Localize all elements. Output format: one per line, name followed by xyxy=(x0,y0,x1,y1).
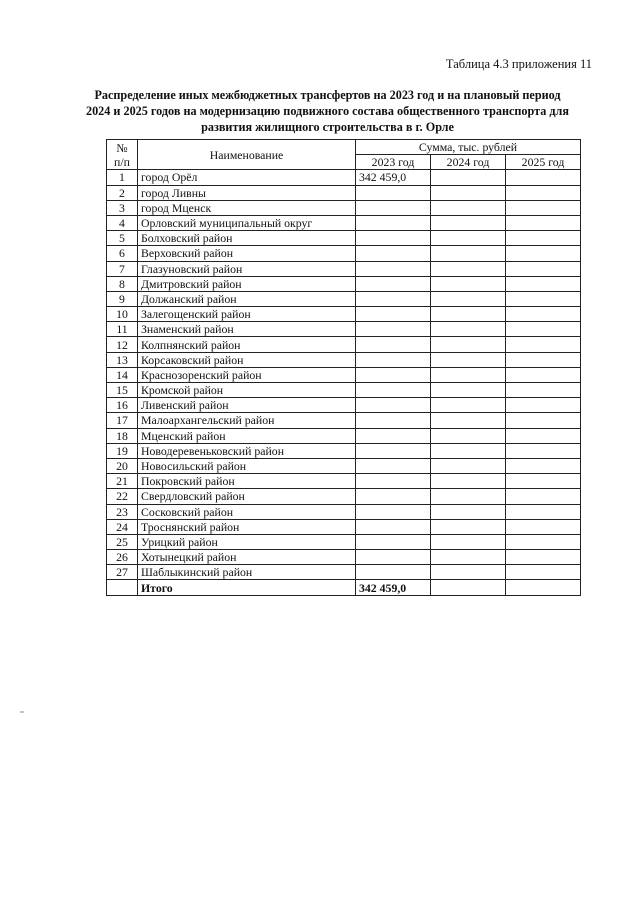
header-name: Наименование xyxy=(138,140,356,170)
row-value-2025 xyxy=(506,565,581,580)
row-name: Колпнянский район xyxy=(138,337,356,352)
row-number: 4 xyxy=(107,215,138,230)
row-number: 5 xyxy=(107,231,138,246)
scan-mark xyxy=(20,711,24,713)
row-value-2025 xyxy=(506,504,581,519)
row-value-2025 xyxy=(506,185,581,200)
row-number: 24 xyxy=(107,519,138,534)
row-value-2024 xyxy=(431,231,506,246)
row-value-2024 xyxy=(431,519,506,534)
header-sum: Сумма, тыс. рублей xyxy=(356,140,581,155)
row-number: 6 xyxy=(107,246,138,261)
row-value-2023 xyxy=(356,519,431,534)
row-value-2024 xyxy=(431,489,506,504)
row-value-2025 xyxy=(506,322,581,337)
row-value-2025 xyxy=(506,474,581,489)
row-value-2024 xyxy=(431,215,506,230)
row-value-2024 xyxy=(431,550,506,565)
row-name: Сосковский район xyxy=(138,504,356,519)
row-number: 19 xyxy=(107,443,138,458)
row-name: Шаблыкинский район xyxy=(138,565,356,580)
row-value-2025 xyxy=(506,443,581,458)
row-number: 12 xyxy=(107,337,138,352)
table-row xyxy=(107,276,581,291)
row-value-2023 xyxy=(356,489,431,504)
header-year-2023: 2023 год xyxy=(356,155,431,170)
row-name: Верховский район xyxy=(138,246,356,261)
row-number: 25 xyxy=(107,534,138,549)
total-num-cell xyxy=(107,580,138,595)
table-row xyxy=(107,519,581,534)
row-number: 2 xyxy=(107,185,138,200)
row-value-2025 xyxy=(506,352,581,367)
row-value-2023 xyxy=(356,291,431,306)
row-value-2025 xyxy=(506,200,581,215)
header-number-line2: п/п xyxy=(114,154,130,169)
row-name: Болховский район xyxy=(138,231,356,246)
row-number: 27 xyxy=(107,565,138,580)
table-body xyxy=(107,170,581,580)
table-row xyxy=(107,534,581,549)
row-name: Должанский район xyxy=(138,291,356,306)
row-number: 3 xyxy=(107,200,138,215)
table-row xyxy=(107,565,581,580)
row-value-2023 xyxy=(356,200,431,215)
table-row xyxy=(107,322,581,337)
row-number: 26 xyxy=(107,550,138,565)
row-value-2025 xyxy=(506,337,581,352)
row-value-2023 xyxy=(356,550,431,565)
row-value-2024 xyxy=(431,534,506,549)
row-value-2023 xyxy=(356,231,431,246)
row-number: 18 xyxy=(107,428,138,443)
row-number: 23 xyxy=(107,504,138,519)
row-number: 16 xyxy=(107,398,138,413)
table-row xyxy=(107,261,581,276)
row-value-2023 xyxy=(356,443,431,458)
row-value-2025 xyxy=(506,398,581,413)
row-value-2023 xyxy=(356,322,431,337)
total-row xyxy=(107,580,581,595)
title-line: 2024 и 2025 годов на модернизацию подвижного состава общественного транспорта для xyxy=(85,104,569,118)
row-value-2023 xyxy=(356,504,431,519)
table-row xyxy=(107,458,581,473)
row-value-2025 xyxy=(506,458,581,473)
table-row xyxy=(107,428,581,443)
header-year-2024: 2024 год xyxy=(431,155,506,170)
table-row xyxy=(107,215,581,230)
row-name: город Мценск xyxy=(138,200,356,215)
title-line: развития жилищного строительства в г. Орле xyxy=(201,120,454,134)
header-year-2025: 2025 год xyxy=(506,155,581,170)
row-value-2025 xyxy=(506,307,581,322)
total-2024 xyxy=(431,580,506,595)
table-row xyxy=(107,489,581,504)
table-row xyxy=(107,307,581,322)
row-value-2023 xyxy=(356,276,431,291)
row-value-2023 xyxy=(356,185,431,200)
table-row xyxy=(107,200,581,215)
table-row xyxy=(107,352,581,367)
row-name: Кромской район xyxy=(138,383,356,398)
row-value-2023: 342 459,0 xyxy=(356,170,431,185)
row-name: Покровский район xyxy=(138,474,356,489)
row-number: 8 xyxy=(107,276,138,291)
row-name: Урицкий район xyxy=(138,534,356,549)
row-number: 14 xyxy=(107,367,138,382)
row-value-2023 xyxy=(356,337,431,352)
row-value-2024 xyxy=(431,352,506,367)
title-line: Распределение иных межбюджетных трансфертов на 2023 год и на плановый период xyxy=(94,88,561,102)
header-number-line1: № xyxy=(116,140,128,155)
row-value-2025 xyxy=(506,489,581,504)
row-value-2023 xyxy=(356,215,431,230)
row-value-2025 xyxy=(506,367,581,382)
table-row xyxy=(107,383,581,398)
row-name: Мценский район xyxy=(138,428,356,443)
row-value-2024 xyxy=(431,474,506,489)
row-value-2023 xyxy=(356,307,431,322)
table-row xyxy=(107,367,581,382)
row-name: Залегощенский район xyxy=(138,307,356,322)
document-title xyxy=(70,87,585,135)
row-number: 22 xyxy=(107,489,138,504)
row-value-2024 xyxy=(431,291,506,306)
row-value-2024 xyxy=(431,337,506,352)
row-name: Дмитровский район xyxy=(138,276,356,291)
row-name: Ливенский район xyxy=(138,398,356,413)
table-row xyxy=(107,504,581,519)
row-number: 1 xyxy=(107,170,138,185)
row-value-2024 xyxy=(431,443,506,458)
row-value-2023 xyxy=(356,565,431,580)
row-value-2025 xyxy=(506,383,581,398)
row-value-2023 xyxy=(356,367,431,382)
row-value-2025 xyxy=(506,428,581,443)
row-value-2023 xyxy=(356,474,431,489)
table-row xyxy=(107,337,581,352)
row-value-2024 xyxy=(431,428,506,443)
row-value-2024 xyxy=(431,170,506,185)
row-name: Корсаковский район xyxy=(138,352,356,367)
row-value-2025 xyxy=(506,291,581,306)
total-2023: 342 459,0 xyxy=(356,580,431,595)
row-value-2024 xyxy=(431,185,506,200)
row-value-2023 xyxy=(356,398,431,413)
table-row xyxy=(107,413,581,428)
row-name: Орловский муниципальный округ xyxy=(138,215,356,230)
table-row xyxy=(107,185,581,200)
row-value-2025 xyxy=(506,534,581,549)
total-label: Итого xyxy=(138,580,356,595)
row-value-2024 xyxy=(431,276,506,291)
row-value-2025 xyxy=(506,413,581,428)
row-value-2024 xyxy=(431,322,506,337)
row-value-2023 xyxy=(356,261,431,276)
row-name: Новосильский район xyxy=(138,458,356,473)
row-name: Знаменский район xyxy=(138,322,356,337)
table-row xyxy=(107,231,581,246)
row-value-2024 xyxy=(431,565,506,580)
total-2025 xyxy=(506,580,581,595)
table-caption: Таблица 4.3 приложения 11 xyxy=(445,57,592,71)
row-value-2025 xyxy=(506,215,581,230)
row-value-2025 xyxy=(506,519,581,534)
row-value-2023 xyxy=(356,534,431,549)
row-number: 11 xyxy=(107,322,138,337)
table-row xyxy=(107,246,581,261)
row-number: 10 xyxy=(107,307,138,322)
row-value-2024 xyxy=(431,261,506,276)
row-name: город Орёл xyxy=(138,170,356,185)
transfers-table xyxy=(106,139,581,596)
table-row xyxy=(107,550,581,565)
row-value-2023 xyxy=(356,383,431,398)
table-row xyxy=(107,443,581,458)
row-value-2023 xyxy=(356,413,431,428)
row-value-2024 xyxy=(431,367,506,382)
row-value-2024 xyxy=(431,398,506,413)
row-number: 7 xyxy=(107,261,138,276)
row-value-2025 xyxy=(506,246,581,261)
row-value-2025 xyxy=(506,550,581,565)
table-row xyxy=(107,291,581,306)
row-name: Троснянский район xyxy=(138,519,356,534)
row-name: Малоархангельский район xyxy=(138,413,356,428)
row-name: Хотынецкий район xyxy=(138,550,356,565)
table-row xyxy=(107,170,581,185)
row-value-2023 xyxy=(356,246,431,261)
row-name: Новодеревеньковский район xyxy=(138,443,356,458)
row-value-2023 xyxy=(356,352,431,367)
row-value-2024 xyxy=(431,458,506,473)
row-name: город Ливны xyxy=(138,185,356,200)
row-name: Свердловский район xyxy=(138,489,356,504)
row-number: 9 xyxy=(107,291,138,306)
table-row xyxy=(107,474,581,489)
row-value-2024 xyxy=(431,307,506,322)
row-value-2024 xyxy=(431,504,506,519)
row-number: 20 xyxy=(107,458,138,473)
row-value-2025 xyxy=(506,276,581,291)
row-number: 21 xyxy=(107,474,138,489)
row-value-2024 xyxy=(431,413,506,428)
row-name: Глазуновский район xyxy=(138,261,356,276)
row-value-2024 xyxy=(431,383,506,398)
row-value-2025 xyxy=(506,231,581,246)
row-value-2023 xyxy=(356,428,431,443)
row-value-2024 xyxy=(431,246,506,261)
row-name: Краснозоренский район xyxy=(138,367,356,382)
row-value-2025 xyxy=(506,170,581,185)
row-number: 17 xyxy=(107,413,138,428)
row-number: 13 xyxy=(107,352,138,367)
row-value-2023 xyxy=(356,458,431,473)
row-value-2025 xyxy=(506,261,581,276)
row-number: 15 xyxy=(107,383,138,398)
table-row xyxy=(107,398,581,413)
row-value-2024 xyxy=(431,200,506,215)
header-number xyxy=(107,140,138,170)
